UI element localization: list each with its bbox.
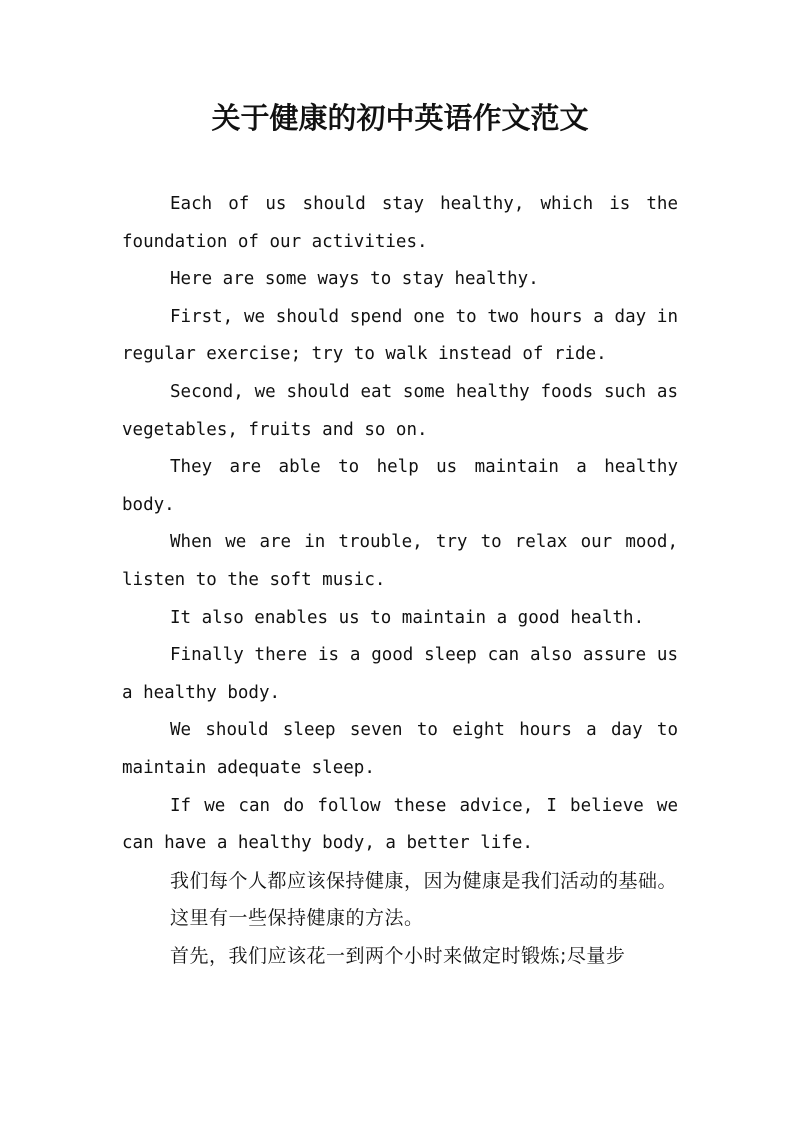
paragraph: If we can do follow these advice, I believe we can have a healthy body, a better life. [122, 795, 678, 854]
paragraph: Each of us should stay healthy, which is the foundation of our activities. [122, 194, 678, 252]
paragraph: We should sleep seven to eight hours a day to maintain adequate sleep. [122, 720, 678, 778]
paragraph: Second, we should eat some healthy foods such as vegetables, fruits and so on. [122, 381, 678, 440]
paragraph: 这里有一些保持健康的方法。 [170, 907, 424, 930]
paragraph: They are able to help us maintain a healthy body. [122, 457, 678, 515]
document-title: 关于健康的初中英语作文范文 [211, 101, 589, 135]
paragraph: Here are some ways to stay healthy. [170, 269, 539, 290]
paragraph: 首先，我们应该花一到两个小时来做定时锻炼;尽量步 [170, 944, 626, 967]
paragraph: When we are in trouble, try to relax our mood, listen to the soft music. [122, 532, 678, 590]
document-body [122, 186, 678, 975]
paragraph: Finally there is a good sleep can also assure us a healthy body. [122, 645, 678, 703]
paragraph: It also enables us to maintain a good health. [170, 607, 645, 628]
paragraph: 我们每个人都应该保持健康，因为健康是我们活动的基础。 [170, 869, 678, 892]
paragraph: First, we should spend one to two hours a day in regular exercise; try to walk instead of ride. [122, 306, 678, 365]
